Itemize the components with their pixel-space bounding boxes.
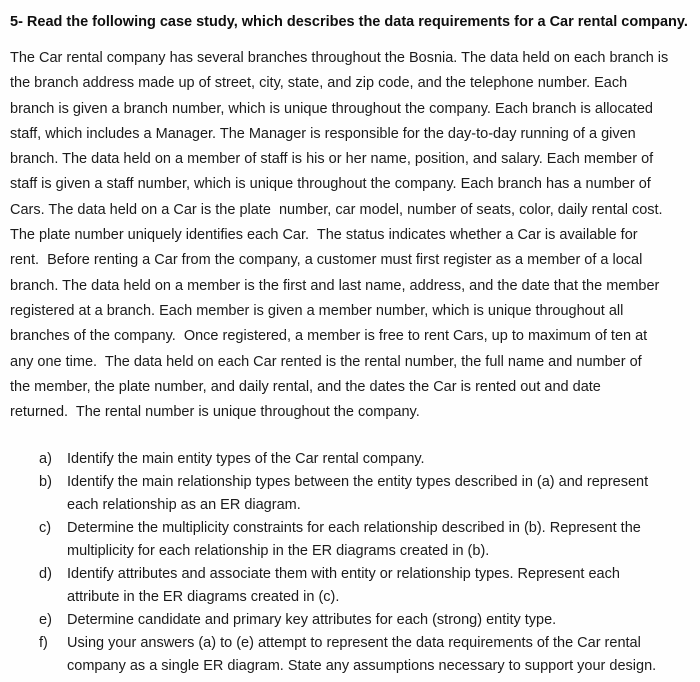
question-label: c)	[39, 520, 52, 537]
question-label: a)	[39, 451, 52, 468]
question-label: d)	[39, 566, 52, 583]
question-item	[10, 609, 692, 632]
question-item	[10, 517, 692, 563]
question-line: Identify attributes and associate them with entity or relationship types. Represent each	[67, 566, 620, 583]
question-label: f)	[39, 635, 48, 652]
question-line: Determine the multiplicity constraints for each relationship described in (b). Represent the	[67, 520, 641, 537]
paragraph-line: the branch address made up of street, city, state, and zip code, and the telephone number. Each	[10, 75, 628, 92]
question-label: b)	[39, 474, 52, 491]
question-line: Determine candidate and primary key attributes for each (strong) entity type.	[67, 612, 557, 629]
question-text	[67, 632, 692, 678]
question-item	[10, 471, 692, 517]
paragraph-line: branch is given a branch number, which is unique throughout the company. Each branch is allocated	[10, 100, 653, 117]
question-text	[67, 609, 692, 632]
question-label: e)	[39, 612, 52, 629]
paragraph-line: staff is given a staff number, which is unique throughout the company. Each branch has a number of	[10, 176, 651, 193]
paragraph-line: returned. The rental number is unique throughout the company.	[10, 404, 420, 421]
question-text	[67, 448, 692, 471]
paragraph-line: registered at a branch. Each member is given a member number, which is unique throughout all	[10, 302, 624, 319]
question-line: attribute in the ER diagrams created in (c).	[67, 589, 340, 606]
paragraph-line: any one time. The data held on each Car rented is the rental number, the full name and number of	[10, 353, 642, 370]
paragraph-line: Cars. The data held on a Car is the plate number, car model, number of seats, color, daily rental cost.	[10, 201, 663, 218]
paragraph-line: the member, the plate number, and daily rental, and the dates the Car is rented out and date	[10, 378, 601, 395]
question-line: multiplicity for each relationship in the ER diagrams created in (b).	[67, 543, 490, 560]
question-line: each relationship as an ER diagram.	[67, 497, 301, 514]
paragraph-line: The Car rental company has several branches throughout the Bosnia. The data held on each branch is	[10, 50, 669, 66]
question-line: company as a single ER diagram. State any assumptions necessary to support your design.	[67, 658, 657, 675]
paragraph-line: rent. Before renting a Car from the company, a customer must first register as a member of a local	[10, 252, 643, 269]
question-text	[67, 471, 692, 517]
question-item	[10, 632, 692, 678]
paragraph-line: staff, which includes a Manager. The Manager is responsible for the day-to-day running of a given	[10, 125, 636, 142]
question-text	[67, 517, 692, 563]
question-line: Identify the main entity types of the Car rental company.	[67, 451, 425, 468]
question-item	[10, 448, 692, 471]
paragraph-line: branch. The data held on a member is the first and last name, address, and the date that the member	[10, 277, 660, 294]
paragraph-line: branches of the company. Once registered, a member is free to rent Cars, up to maximum of ten at	[10, 328, 648, 345]
question-item	[10, 563, 692, 609]
paragraph-line: The plate number uniquely identifies each Car. The status indicates whether a Car is available for	[10, 227, 638, 244]
paragraph-line: branch. The data held on a member of staff is his or her name, position, and salary. Each member of	[10, 151, 654, 168]
question-list	[10, 448, 692, 678]
case-study-paragraph	[10, 46, 692, 425]
case-study-title: 5- Read the following case study, which describes the data requirements for a Car rental company.	[10, 14, 688, 30]
question-line: Using your answers (a) to (e) attempt to represent the data requirements of the Car rental	[67, 635, 641, 652]
question-text	[67, 563, 692, 609]
question-line: Identify the main relationship types between the entity types described in (a) and represent	[67, 474, 649, 491]
